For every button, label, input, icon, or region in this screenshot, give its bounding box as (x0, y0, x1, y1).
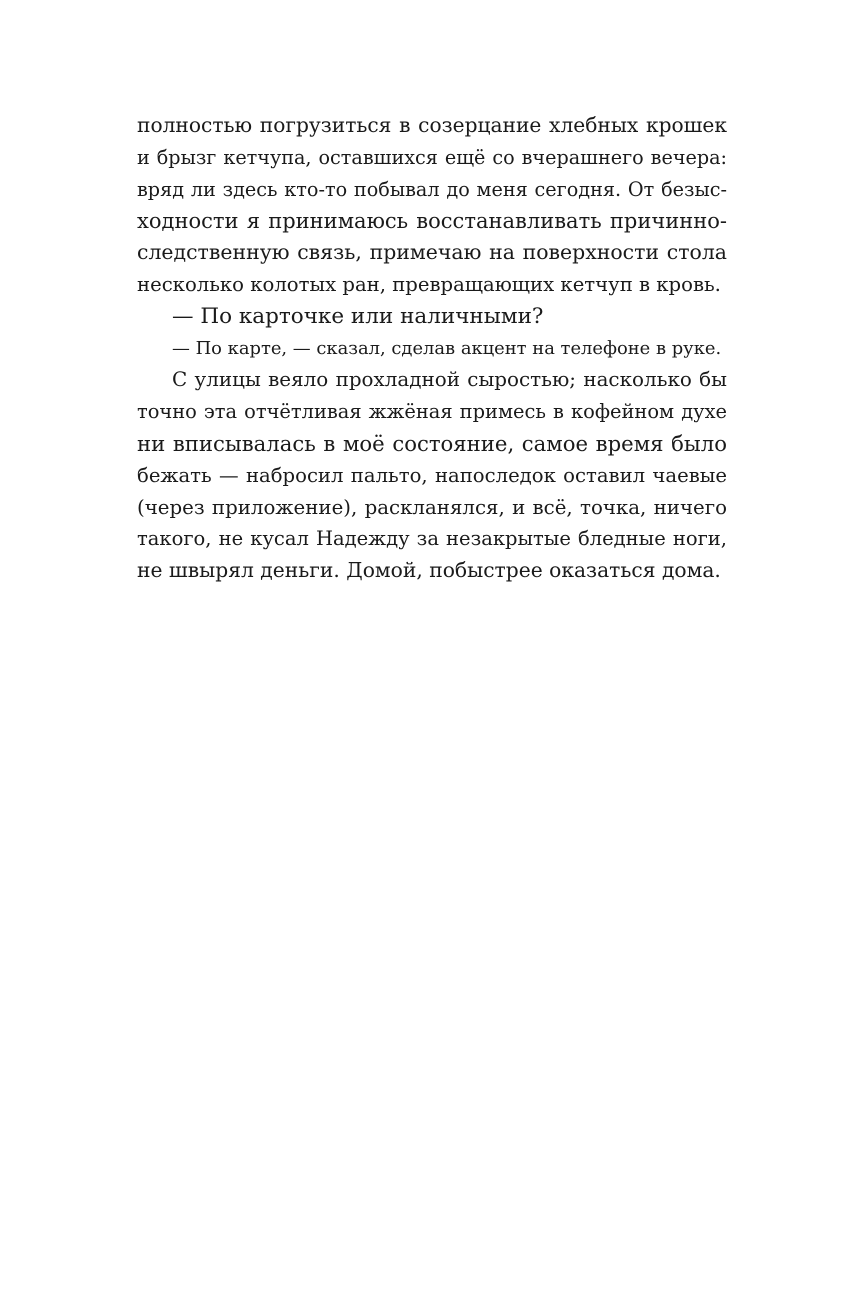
text-line: бежать — набросил пальто, напоследок оставил чаевые (137, 463, 727, 487)
dialogue-line: — По карте, — сказал, сделав акцент на телефоне в руке. (172, 337, 722, 359)
text-line: несколько колотых ран, превращающих кетчуп в кровь. (137, 272, 721, 296)
text-line: такого, не кусал Надежду за незакрытые бледные ноги, (137, 527, 727, 551)
text-line: следственную связь, примечаю на поверхности стола (137, 240, 727, 265)
paragraph (137, 364, 727, 587)
text-line: полностью погрузиться в созерцание хлебных крошек (137, 113, 727, 137)
paragraph (137, 333, 727, 365)
dialogue-line: — По карточке или наличными? (172, 303, 544, 329)
text-line: не швырял деньги. Домой, побыстрее оказаться дома. (137, 558, 721, 583)
text-line: (через приложение), раскланялся, и всё, точка, ничего (137, 495, 727, 519)
text-line: точно эта отчётливая жжёная примесь в кофейном духе (137, 400, 727, 424)
text-line: и брызг кетчупа, оставшихся ещё со вчерашнего вечера: (137, 145, 727, 169)
paragraph (137, 301, 727, 333)
text-line: ни вписывалась в моё состояние, самое время было (137, 430, 727, 456)
body-text (137, 110, 727, 587)
text-line: С улицы веяло прохладной сыростью; насколько бы (172, 368, 727, 392)
text-line: ходности я принимаюсь восстанавливать причинно- (137, 208, 727, 234)
paragraph (137, 110, 727, 301)
text-line: вряд ли здесь кто-то побывал до меня сегодня. От безыс- (137, 177, 727, 201)
